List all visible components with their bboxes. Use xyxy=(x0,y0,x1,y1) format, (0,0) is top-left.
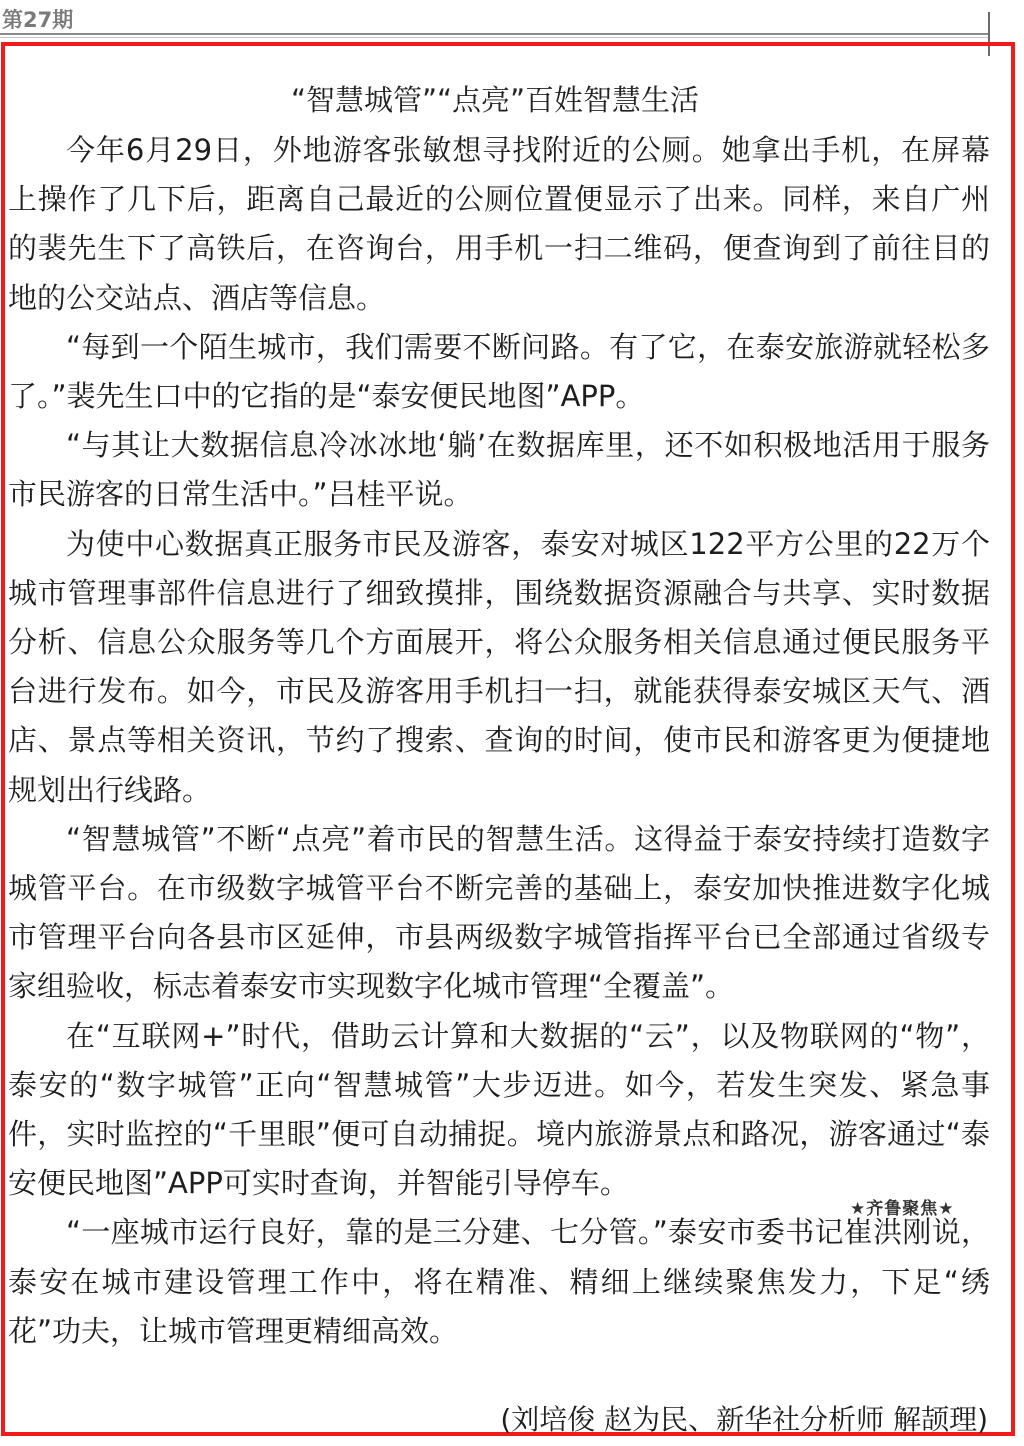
paragraph-4: 为使中心数据真正服务市民及游客，泰安对城区122平方公里的22万个城市管理事部件信息进行了细致摸排，围绕数据资源融合与共享、实时数据分析、信息公众服务等几个方面展开，将公众服务相关信息通过便民服务平台进行发布。如今，市民及游客用手机扫一扫，就能获得泰安城区天气、酒店、景点等相关资讯，节约了搜索、查询的时间，使市民和游客更为便捷地规划出行线路。 xyxy=(8,526,990,807)
article-byline: (刘培俊 赵为民、新华社分析师 解颉理) xyxy=(500,1403,988,1436)
paragraph-6: 在“互联网+”时代，借助云计算和大数据的“云”，以及物联网的“物”，泰安的“数字城管”正向“智慧城管”大步迈进。如今，若发生突发、紧急事件，实时监控的“千里眼”便可自动捕捉。境内旅游景点和路况，游客通过“泰安便民地图”APP可实时查询，并智能引导停车。 xyxy=(8,1018,990,1201)
article-title: “智慧城管”“点亮”百姓智慧生活 xyxy=(290,83,700,117)
watermark-logo: ★齐鲁聚焦★ xyxy=(850,1199,955,1219)
paragraph-3: “与其让大数据信息冷冰冰地‘躺’在数据库里，还不如积极地活用于服务市民游客的日常生活中。”吕桂平说。 xyxy=(8,428,990,512)
header-divider xyxy=(0,33,990,35)
article-body xyxy=(8,126,990,1356)
paragraph-5: “智慧城管”不断“点亮”着市民的智慧生活。这得益于泰安持续打造数字城管平台。在市级数字城管平台不断完善的基础上，泰安加快推进数字化城市管理平台向各县市区延伸，市县两级数字城管指挥平台已全部通过省级专家组验收，标志着泰安市实现数字化城市管理“全覆盖”。 xyxy=(8,821,990,1004)
header-divider-thin xyxy=(0,37,990,38)
issue-number: 第27期 xyxy=(2,8,74,32)
paragraph-7: “一座城市运行良好，靠的是三分建、七分管。”泰安市委书记崔洪刚说，泰安在城市建设管理工作中，将在精准、精细上继续聚焦发力，下足“绣花”功夫，让城市管理更精细高效。 xyxy=(8,1215,990,1348)
paragraph-1: 今年6月29日，外地游客张敏想寻找附近的公厕。她拿出手机，在屏幕上操作了几下后，距离自己最近的公厕位置便显示了出来。同样，来自广州的裴先生下了高铁后，在咨询台，用手机一扫二维码，便查询到了前往目的地的公交站点、酒店等信息。 xyxy=(8,133,990,315)
paragraph-2: “每到一个陌生城市，我们需要不断问路。有了它，在泰安旅游就轻松多了。”裴先生口中的它指的是“泰安便民地图”APP。 xyxy=(8,329,990,414)
